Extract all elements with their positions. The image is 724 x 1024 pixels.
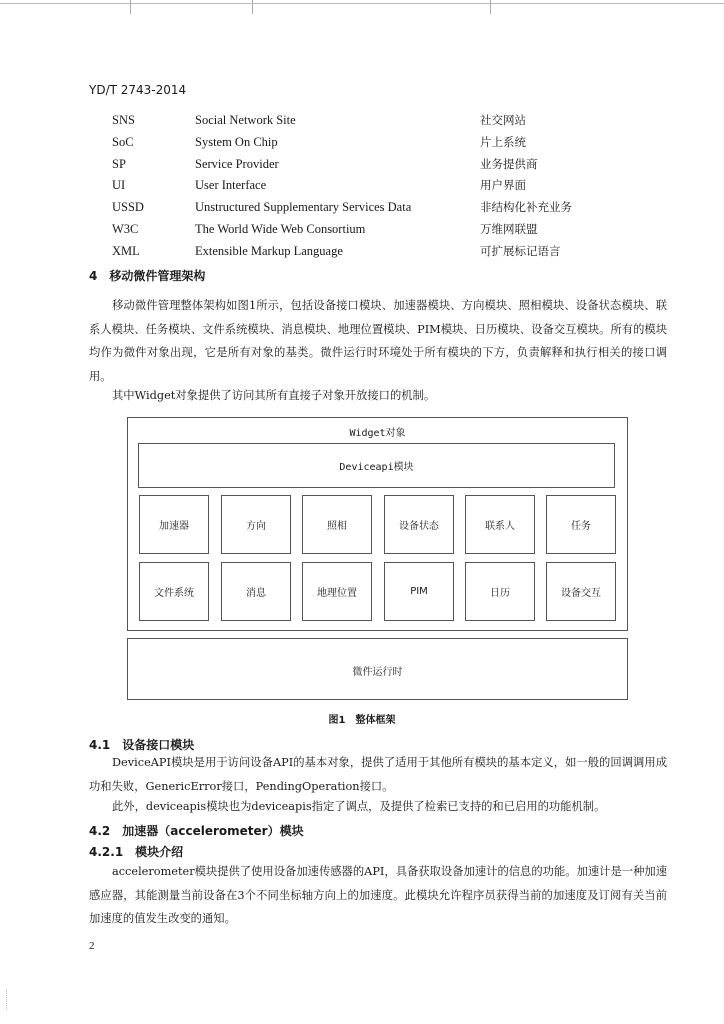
abbr-chinese: 万维网联盟: [480, 221, 538, 236]
abbr-chinese: 片上系统: [480, 134, 526, 149]
scan-header-rule: [0, 0, 724, 14]
abbr-term: USSD: [112, 200, 144, 215]
abbreviation-row: [112, 154, 632, 176]
abbr-term: UI: [112, 178, 126, 193]
module-box: 日历: [465, 562, 535, 621]
abbr-full: Service Provider: [195, 156, 279, 171]
scan-line: [0, 3, 724, 4]
widget-runtime-box: [127, 638, 628, 700]
widget-runtime-label: 微件运行时: [352, 667, 403, 678]
scan-tick: [130, 0, 131, 14]
module-box: 照相: [302, 495, 372, 554]
abbr-full: User Interface: [195, 178, 267, 193]
body-paragraph: 其中Widget对象提供了访问其所有直接子对象开放接口的机制。: [112, 389, 436, 402]
subsection-heading: 4.2.1 模块介绍: [89, 845, 184, 859]
deviceapi-module-label: Deviceapi模块: [339, 462, 414, 473]
document-id: YD/T 2743-2014: [89, 83, 187, 97]
module-box: 联系人: [465, 495, 535, 554]
widget-object-label: Widget对象: [349, 428, 406, 439]
module-box: 设备状态: [384, 495, 454, 554]
abbr-full: System On Chip: [195, 134, 278, 149]
abbreviation-row: [112, 241, 632, 263]
scan-tick: [490, 0, 491, 14]
abbr-term: XML: [112, 243, 140, 258]
abbr-chinese: 非结构化补充业务: [480, 200, 572, 215]
page-number: 2: [89, 940, 95, 952]
abbr-term: SNS: [112, 113, 135, 127]
abbr-full: Social Network Site: [195, 113, 296, 127]
body-paragraph: DeviceAPI模块是用于访问设备API的基本对象，提供了适用于其他所有模块的基本定义，如一般的回调调用成功和失败，GenericError接口，PendingOperation接口。: [89, 756, 667, 793]
abbr-chinese: 用户界面: [480, 178, 526, 193]
section-heading: 4 移动微件管理架构: [89, 269, 206, 283]
abbreviation-row: [112, 219, 632, 241]
abbr-chinese: 业务提供商: [480, 156, 538, 171]
section-heading: 4.1 设备接口模块: [89, 738, 195, 752]
deviceapi-module-box: [138, 443, 615, 488]
abbr-term: SoC: [112, 134, 134, 149]
body-paragraph: 移动微件管理整体架构如图1所示，包括设备接口模块、加速器模块、方向模块、照相模块、设备状态模块、联系人模块、任务模块、文件系统模块、消息模块、地理位置模块、PIM模块、日历模块、设备交互模块。所有的模块均作为微件对象出现，它是所有对象的基类。微件运行时环境处于所有模块的下方，负责解释和执行相关的接口调用。: [89, 299, 667, 383]
module-box: 文件系统: [139, 562, 209, 621]
abbr-chinese: 可扩展标记语言: [480, 243, 561, 258]
abbr-full: The World Wide Web Consortium: [195, 221, 366, 236]
module-box: 方向: [221, 495, 291, 554]
body-paragraph: accelerometer模块提供了使用设备加速传感器的API，具备获取设备加速计的信息的功能。加速计是一种加速感应器，其能测量当前设备在3个不同坐标轴方向上的加速度。此模块允许程序员获得当前的加速度及订阅有关当前加速度的值发生改变的通知。: [89, 865, 667, 925]
architecture-diagram: [127, 417, 628, 631]
abbr-full: Extensible Markup Language: [195, 243, 343, 258]
body-paragraph: 此外，deviceapis模块也为deviceapis指定了调点，及提供了检索已支持的和已启用的功能机制。: [112, 800, 606, 813]
abbreviation-row: [112, 175, 632, 197]
module-box: 加速器: [139, 495, 209, 554]
module-box: 任务: [546, 495, 616, 554]
abbr-term: W3C: [112, 221, 139, 236]
scan-tick: [252, 0, 253, 14]
abbreviation-row: [112, 110, 632, 132]
abbreviation-row: [112, 197, 632, 219]
module-box: 地理位置: [302, 562, 372, 621]
abbr-chinese: 社交网站: [480, 113, 526, 127]
abbr-term: SP: [112, 156, 126, 171]
module-box: 消息: [221, 562, 291, 621]
section-heading: 4.2 加速器（accelerometer）模块: [89, 824, 304, 838]
figure-caption: 图1 整体框架: [328, 715, 396, 726]
abbreviation-table: [112, 110, 632, 263]
abbr-full: Unstructured Supplementary Services Data: [195, 200, 412, 215]
module-box: PIM: [384, 562, 454, 621]
module-box: 设备交互: [546, 562, 616, 621]
abbreviation-row: [112, 132, 632, 154]
scan-margin-mark: [6, 990, 9, 1010]
